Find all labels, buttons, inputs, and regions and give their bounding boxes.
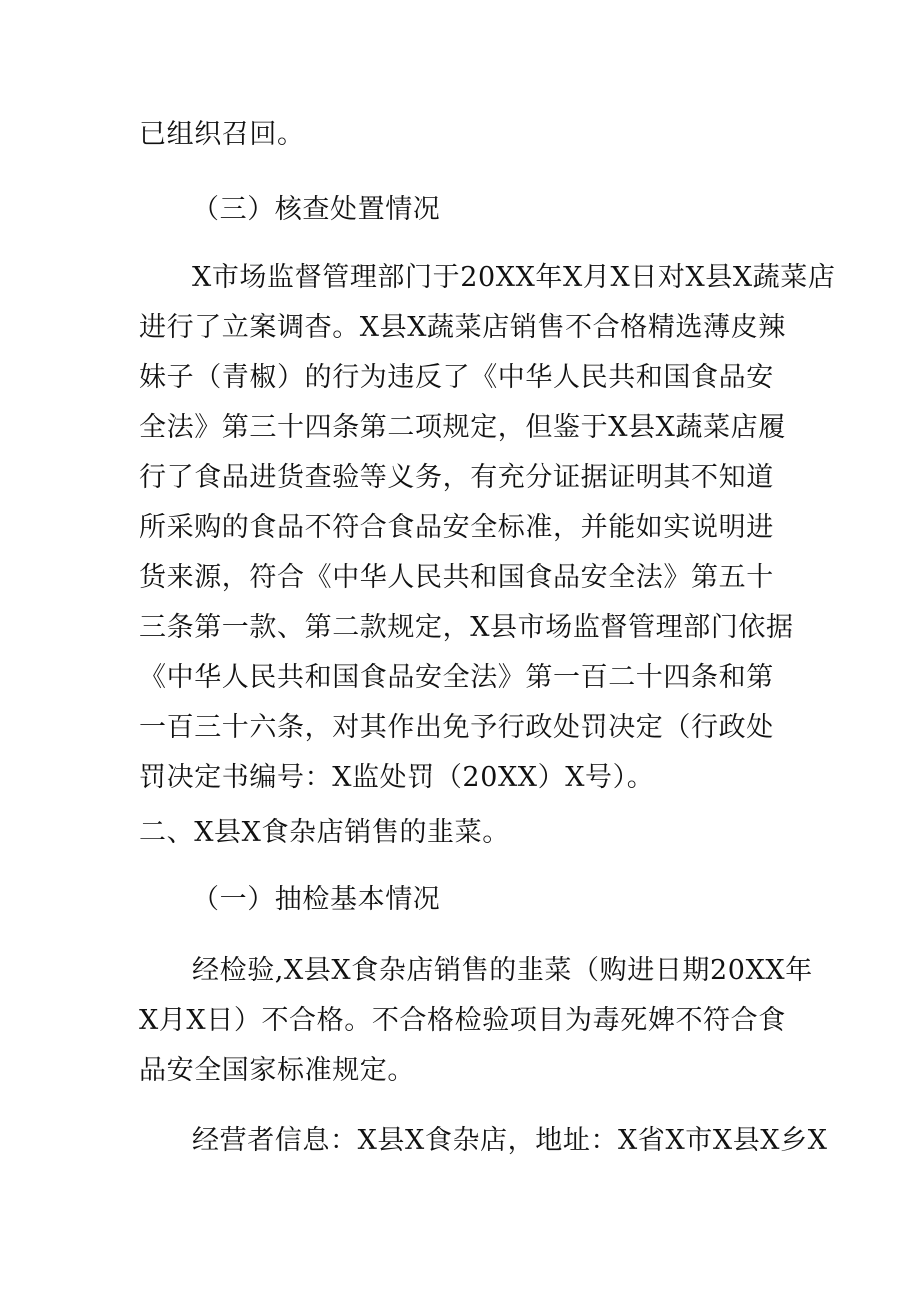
- paragraph-line: 所采购的食品不符合食品安全标准，并能如实说明进: [139, 512, 774, 543]
- paragraph-line: 全法》第三十四条第二项规定，但鉴于X县X蔬菜店履: [139, 412, 786, 443]
- paragraph-line: 一百三十六条，对其作出免予行政处罚决定（行政处: [139, 712, 774, 743]
- section-heading-verification: （三）核查处置情况: [192, 194, 441, 225]
- section-heading-leek: 二、X县X食杂店销售的韭菜。: [139, 817, 510, 848]
- paragraph-line: 品安全国家标准规定。: [139, 1055, 415, 1086]
- paragraph-line: 《中华人民共和国食品安全法》第一百二十四条和第: [139, 662, 774, 693]
- paragraph-line-operator-info: 经营者信息：X县X食杂店，地址：X省X市X县X乡X: [192, 1125, 828, 1156]
- paragraph-line: X月X日）不合格。不合格检验项目为毒死婢不符合食: [139, 1005, 786, 1036]
- paragraph-line: 妹子（青椒）的行为违反了《中华人民共和国食品安: [139, 362, 774, 393]
- paragraph-line: 进行了立案调杳。X县X蔬菜店销售不合格精选薄皮辣: [139, 312, 786, 343]
- paragraph-line: 经检验,X县X食杂店销售的韭菜（购进日期20XX年: [192, 955, 813, 986]
- paragraph-line: 行了食品进货查验等义务，有充分证据证明其不知道: [139, 462, 774, 493]
- paragraph-line-recall: 已组织召回。: [139, 119, 305, 150]
- paragraph-line: 货来源，符合《中华人民共和国食品安全法》第五十: [139, 562, 774, 593]
- section-heading-sampling: （一）抽检基本情况: [192, 884, 441, 915]
- paragraph-line: X市场监督管理部门于20XX年X月X日对X县X蔬菜店: [192, 262, 836, 293]
- paragraph-line: 罚决定书编号：X监处罚（20XX）X号）。: [139, 762, 655, 793]
- paragraph-line: 三条第一款、第二款规定，X县市场监督管理部门依据: [139, 612, 794, 643]
